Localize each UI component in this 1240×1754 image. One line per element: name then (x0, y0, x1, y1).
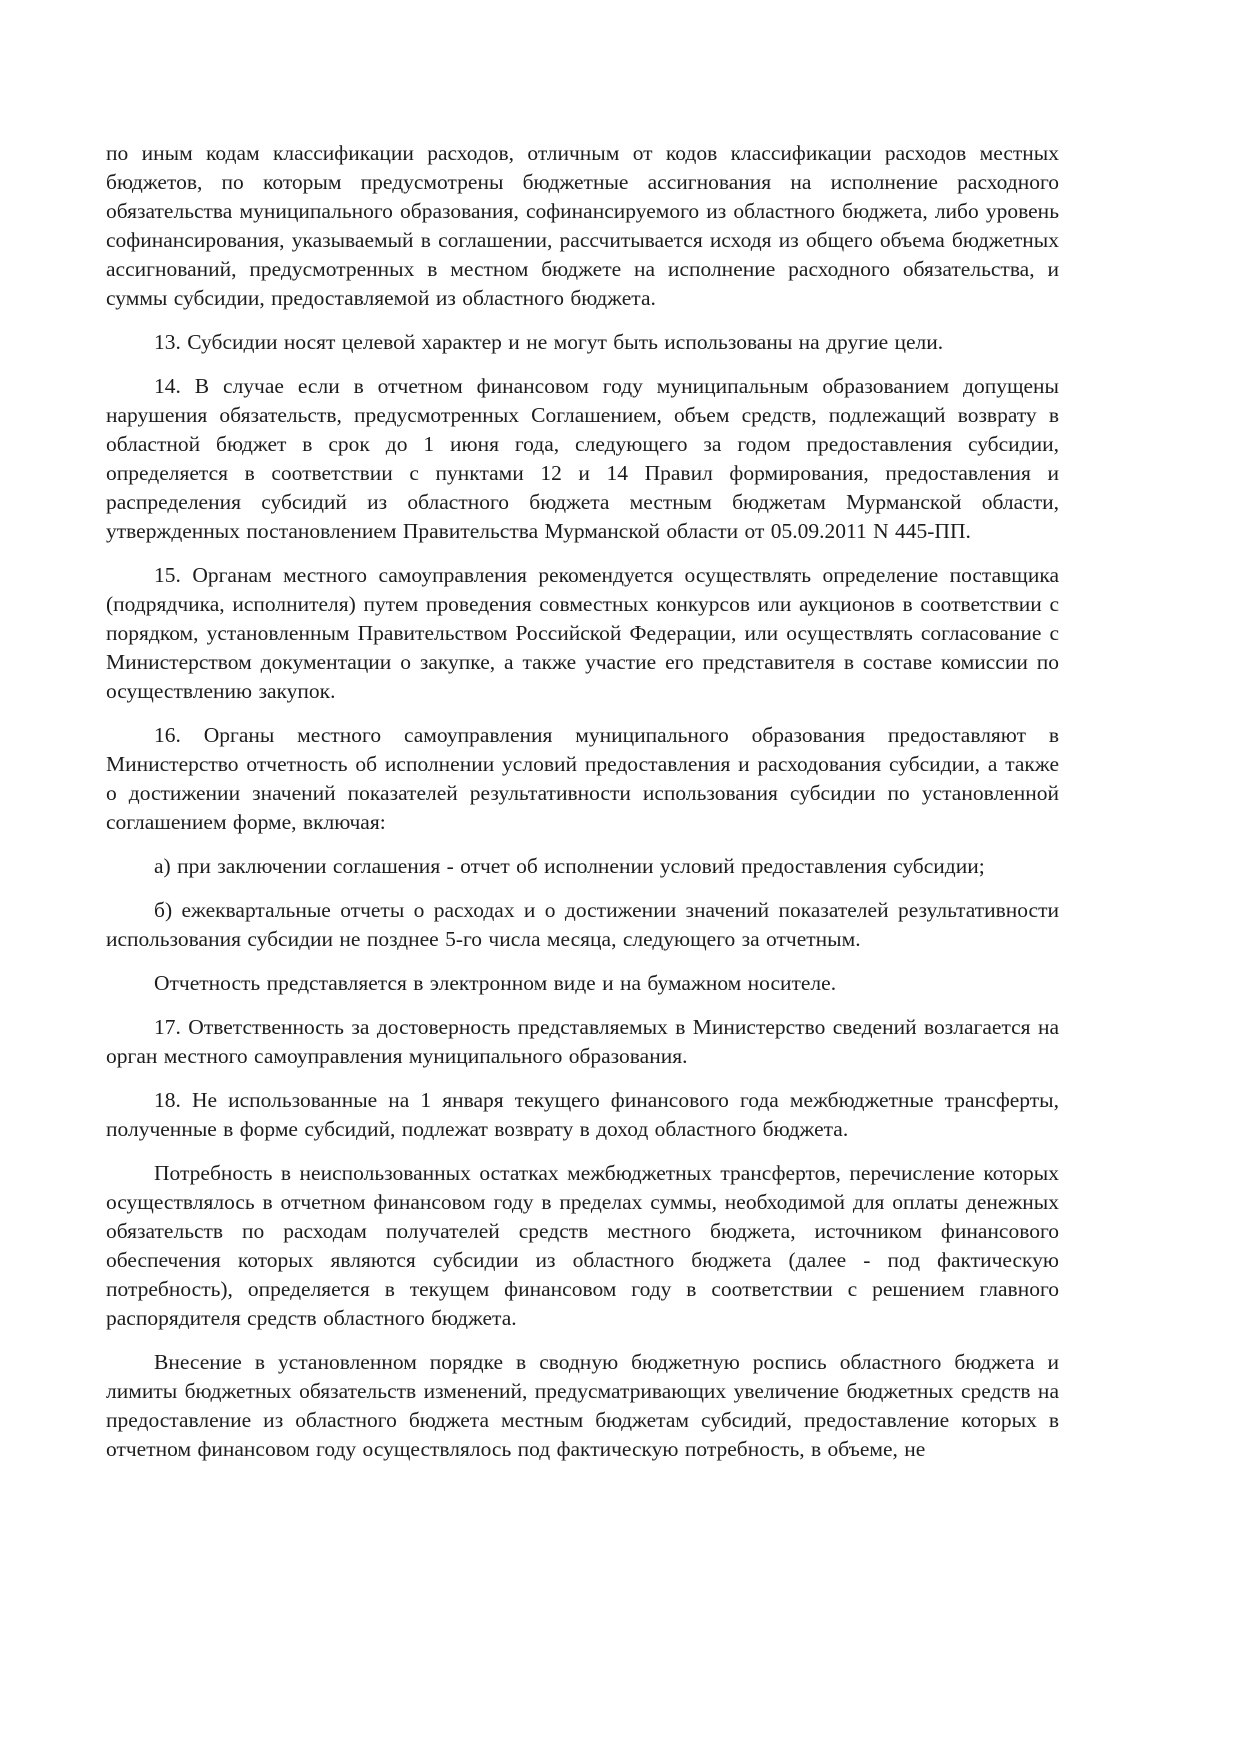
paragraph: по иным кодам классификации расходов, отличным от кодов классификации расходов местных бюджетов, по которым предусмотрены бюджетные ассигнования на исполнение расходного обязательства муниципального образования, софинансируемого из областного бюджета, либо уровень софинансирования, указываемый в соглашении, рассчитывается исходя из общего объема бюджетных ассигнований, предусмотренных в местном бюджете на исполнение расходного обязательства, и суммы субсидии, предоставляемой из областного бюджета. (106, 141, 1059, 310)
paragraph-item-14: 14. В случае если в отчетном финансовом году муниципальным образованием допущены нарушения обязательств, предусмотренных Соглашением, объем средств, подлежащий возврату в областной бюджет в срок до 1 июня года, следующего за годом предоставления субсидии, определяется в соответствии с пунктами 12 и 14 Правил формирования, предоставления и распределения субсидий из областного бюджета местным бюджетам Мурманской области, утвержденных постановлением Правительства Мурманской области от 05.09.2011 N 445-ПП. (106, 374, 1059, 543)
paragraph-item-18: 18. Не использованные на 1 января текущего финансового года межбюджетные трансферты, полученные в форме субсидий, подлежат возврату в доход областного бюджета. (106, 1088, 1059, 1141)
paragraph: Отчетность представляется в электронном виде и на бумажном носителе. (154, 971, 837, 995)
paragraph: Потребность в неиспользованных остатках межбюджетных трансфертов, перечисление которых осуществлялось в отчетном финансовом году в пределах суммы, необходимой для оплаты денежных обязательств по расходам получателей средств местного бюджета, источником финансового обеспечения которых являются субсидии из областного бюджета (далее - под фактическую потребность), определяется в текущем финансовом году в соответствии с решением главного распорядителя средств областного бюджета. (106, 1161, 1059, 1330)
paragraph: Внесение в установленном порядке в сводную бюджетную роспись областного бюджета и лимиты бюджетных обязательств изменений, предусматривающих увеличение бюджетных средств на предоставление из областного бюджета местным бюджетам субсидий, предоставление которых в отчетном финансовом году осуществлялось под фактическую потребность, в объеме, не (106, 1350, 1059, 1461)
paragraph-item-17: 17. Ответственность за достоверность представляемых в Министерство сведений возлагается на орган местного самоуправления муниципального образования. (106, 1015, 1059, 1068)
paragraph-item-13: 13. Субсидии носят целевой характер и не могут быть использованы на другие цели. (154, 330, 944, 354)
paragraph-subitem-a: а) при заключении соглашения - отчет об исполнении условий предоставления субсидии; (154, 854, 985, 878)
paragraph-subitem-b: б) ежеквартальные отчеты о расходах и о достижении значений показателей результативности использования субсидии не позднее 5-го числа месяца, следующего за отчетным. (106, 898, 1059, 951)
paragraph-item-16: 16. Органы местного самоуправления муниципального образования предоставляют в Министерство отчетность об исполнении условий предоставления и расходования субсидии, а также о достижении значений показателей результативности использования субсидии по установленной соглашением форме, включая: (106, 723, 1059, 834)
paragraph-item-15: 15. Органам местного самоуправления рекомендуется осуществлять определение поставщика (подрядчика, исполнителя) путем проведения совместных конкурсов или аукционов в соответствии с порядком, установленным Правительством Российской Федерации, или осуществлять согласование с Министерством документации о закупке, а также участие его представителя в составе комиссии по осуществлению закупок. (106, 563, 1059, 703)
document-text (106, 139, 1059, 1464)
